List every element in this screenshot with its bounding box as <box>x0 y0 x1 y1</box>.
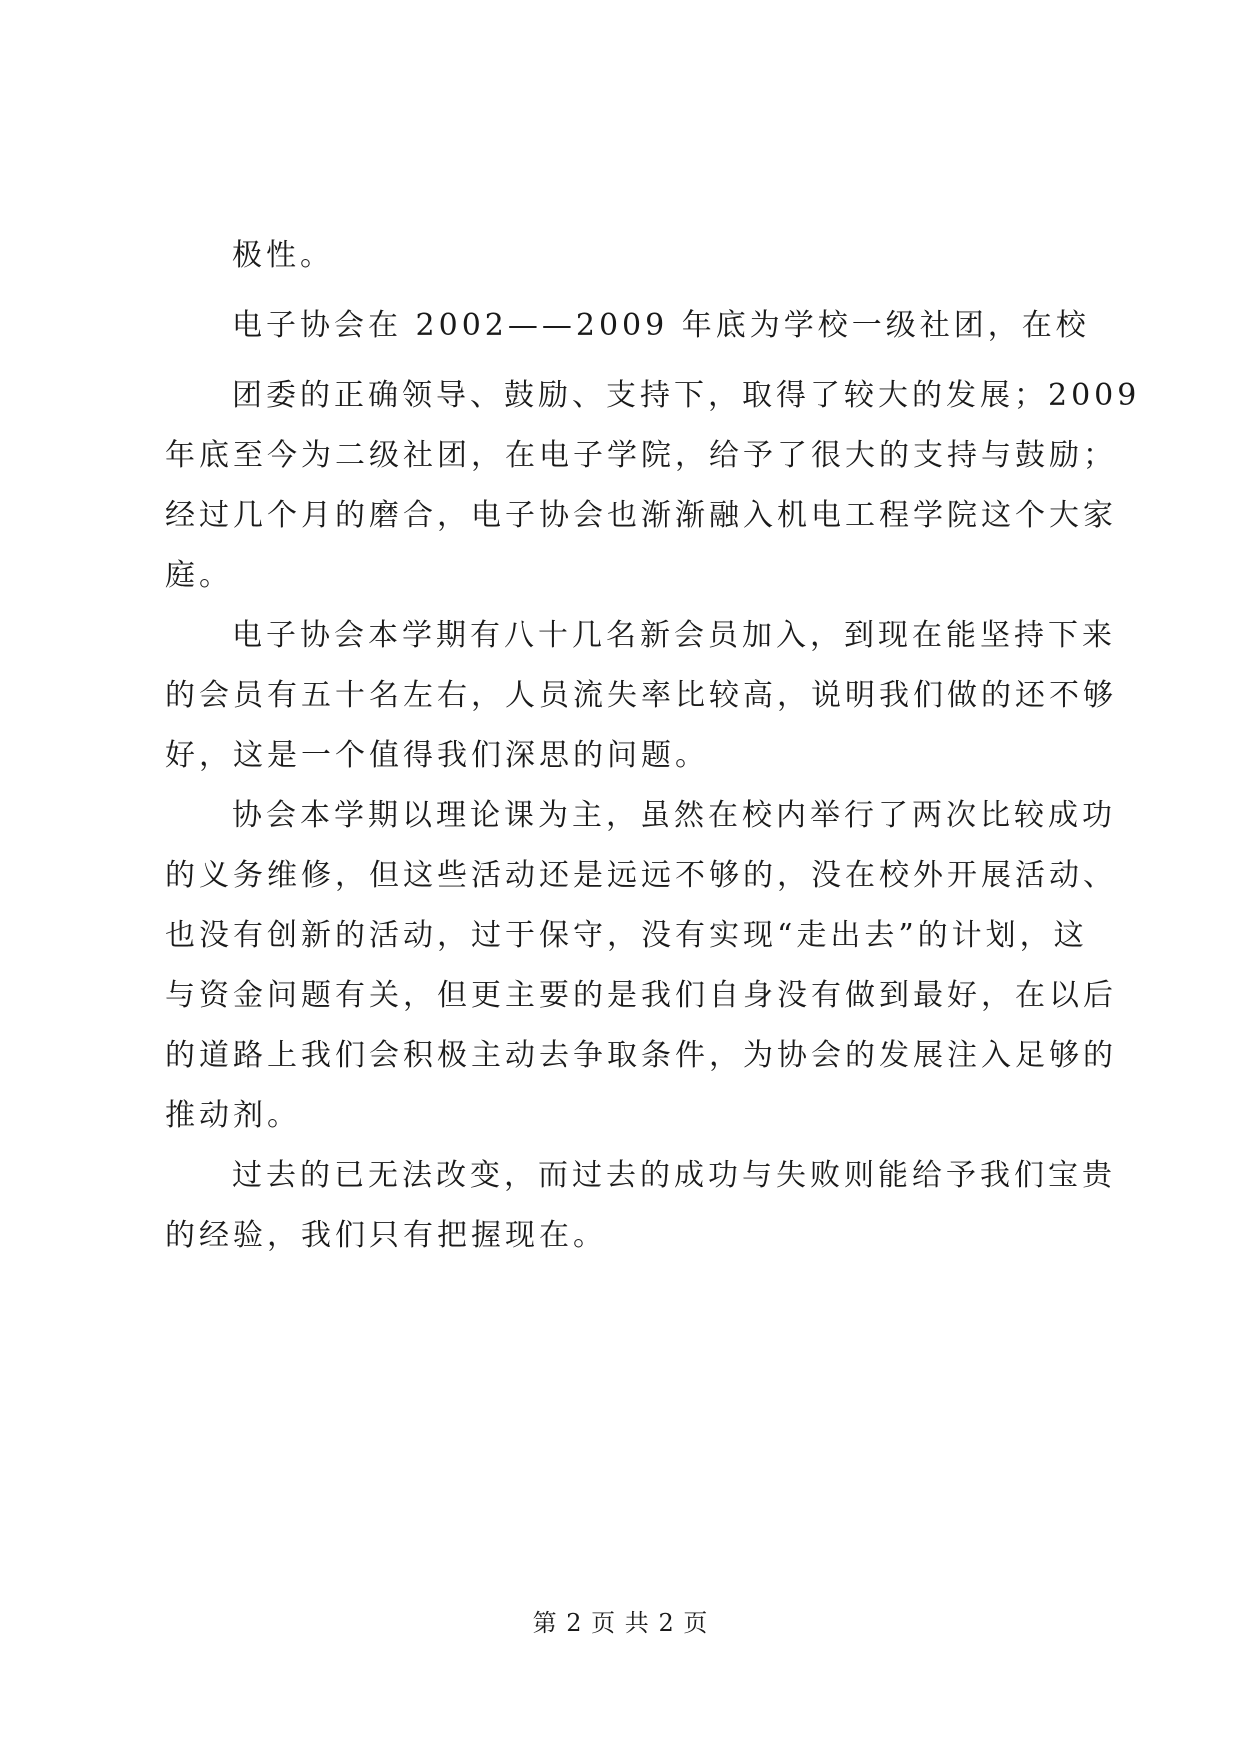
text-line: 的经验，我们只有把握现在。 <box>165 1218 607 1253</box>
text-line: 极性。 <box>232 238 334 273</box>
text-line: 电子协会本学期有八十几名新会员加入，到现在能坚持下来 <box>232 618 1116 653</box>
text-line: 好，这是一个值得我们深思的问题。 <box>165 738 709 773</box>
text-line: 的义务维修，但这些活动还是远远不够的，没在校外开展活动、 <box>165 858 1117 893</box>
text-line: 推动剂。 <box>165 1098 301 1133</box>
text-line: 过去的已无法改变，而过去的成功与失败则能给予我们宝贵 <box>232 1158 1116 1193</box>
text-line: 与资金问题有关，但更主要的是我们自身没有做到最好，在以后 <box>165 978 1117 1013</box>
text-line: 也没有创新的活动，过于保守，没有实现“走出去”的计划，这 <box>165 918 1088 953</box>
text-line: 经过几个月的磨合，电子协会也渐渐融入机电工程学院这个大家 <box>165 498 1117 533</box>
page-number-footer: 第 2 页 共 2 页 <box>532 1609 709 1637</box>
text-line: 的道路上我们会积极主动去争取条件，为协会的发展注入足够的 <box>165 1038 1117 1073</box>
text-line: 协会本学期以理论课为主，虽然在校内举行了两次比较成功 <box>232 798 1116 833</box>
text-line: 年底至今为二级社团，在电子学院，给予了很大的支持与鼓励； <box>165 438 1117 473</box>
text-line: 庭。 <box>165 558 233 593</box>
text-line: 团委的正确领导、鼓励、支持下，取得了较大的发展；2009 <box>232 378 1141 413</box>
text-line: 的会员有五十名左右，人员流失率比较高，说明我们做的还不够 <box>165 678 1117 713</box>
text-line: 电子协会在 2002——2009 年底为学校一级社团，在校 <box>232 308 1090 343</box>
